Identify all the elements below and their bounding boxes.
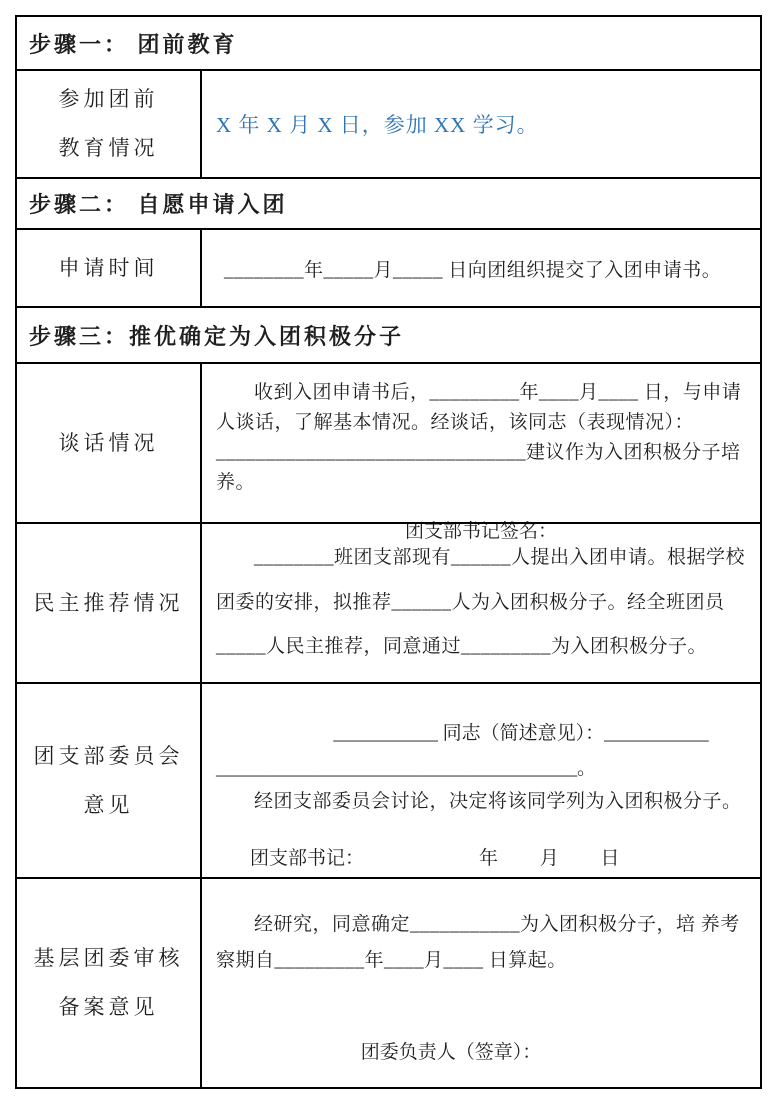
talk-record-paragraph: 收到入团申请书后，_________年____月____ 日，与申请人谈话，了解基本情况。经谈话，该同志（表现情况）：_______________________________建议作为入团积极分子培养。 [216,382,742,494]
branch-committee-label-line2: 意见 [83,792,134,817]
committee-signature-line [216,843,746,870]
pre-education-filled-note: X 年 X 月 X 日，参加 XX 学习。 [216,113,539,137]
pre-education-label-line1: 参加团前 [58,87,159,112]
branch-committee-label-cell [17,684,202,877]
talk-record-label-cell [17,364,202,522]
step1-title: 步骤一： 团前教育 [29,31,238,57]
apply-time-label: 申请时间 [58,255,159,280]
grassroots-committee-review-row [17,877,760,1087]
branch-committee-opinion-row [17,682,760,877]
committee-date-blanks: 年 月 日 [479,848,626,869]
step2-title: 步骤二： 自愿申请入团 [29,192,288,217]
pre-education-content-cell [202,71,760,177]
apply-time-label-cell [17,230,202,306]
branch-secretary-signature-line: 团支部书记签名： [404,521,557,543]
democratic-recommendation-row [17,522,760,682]
talk-record-row [17,362,760,543]
democratic-recommendation-label: 民主推荐情况 [33,590,184,615]
step2-header-row [17,177,760,228]
committee-comrade-opinion-line: ___________ 同志（简述意见）：___________ [333,723,709,744]
committee-head-seal-signature-line: 团委负责人（签章）： [360,1042,542,1064]
step3-title: 步骤三：推优确定为入团积极分子 [29,323,405,349]
grassroots-review-label-cell [17,879,202,1087]
league-admission-process-table [15,15,762,1089]
pre-education-row [17,69,760,177]
apply-time-blank-line: ________年_____月_____ 日向团组织提交了入团申请书。 [224,259,722,281]
grassroots-review-label-line1: 基层团委审核 [33,946,184,971]
democratic-recommendation-paragraph: ________班团支部现有______人提出入团申请。根据学校团委的安排，拟推荐______人为入团积极分子。经全班团员_____人民主推荐，同意通过_________为入团积极分子。 [216,547,746,658]
grassroots-review-content-cell [202,879,760,1087]
committee-opinion-blank-line: ______________________________________。 [216,758,597,779]
apply-time-row [17,228,760,306]
grassroots-review-paragraph: 经研究，同意确定___________为入团积极分子，培 养考察期自_________年____月____ 日算起。 [216,914,740,972]
branch-committee-content-cell [202,684,760,877]
committee-decision-line: 经团支部委员会讨论，决定将该同学列为入团积极分子。 [254,791,742,812]
talk-record-label: 谈话情况 [58,430,159,455]
grassroots-review-label-line2: 备案意见 [58,995,159,1019]
committee-secretary-signature-label: 团支部书记： [250,848,365,869]
democratic-recommendation-label-cell [17,524,202,682]
apply-time-content-cell [202,230,760,306]
talk-record-content-cell [202,364,760,543]
pre-education-label-line2: 教育情况 [58,136,159,160]
pre-education-label-cell [17,71,202,177]
step3-header-row [17,306,760,362]
democratic-recommendation-content-cell [202,524,760,682]
step1-header-row [17,17,760,69]
branch-committee-label-line1: 团支部委员会 [33,743,184,768]
